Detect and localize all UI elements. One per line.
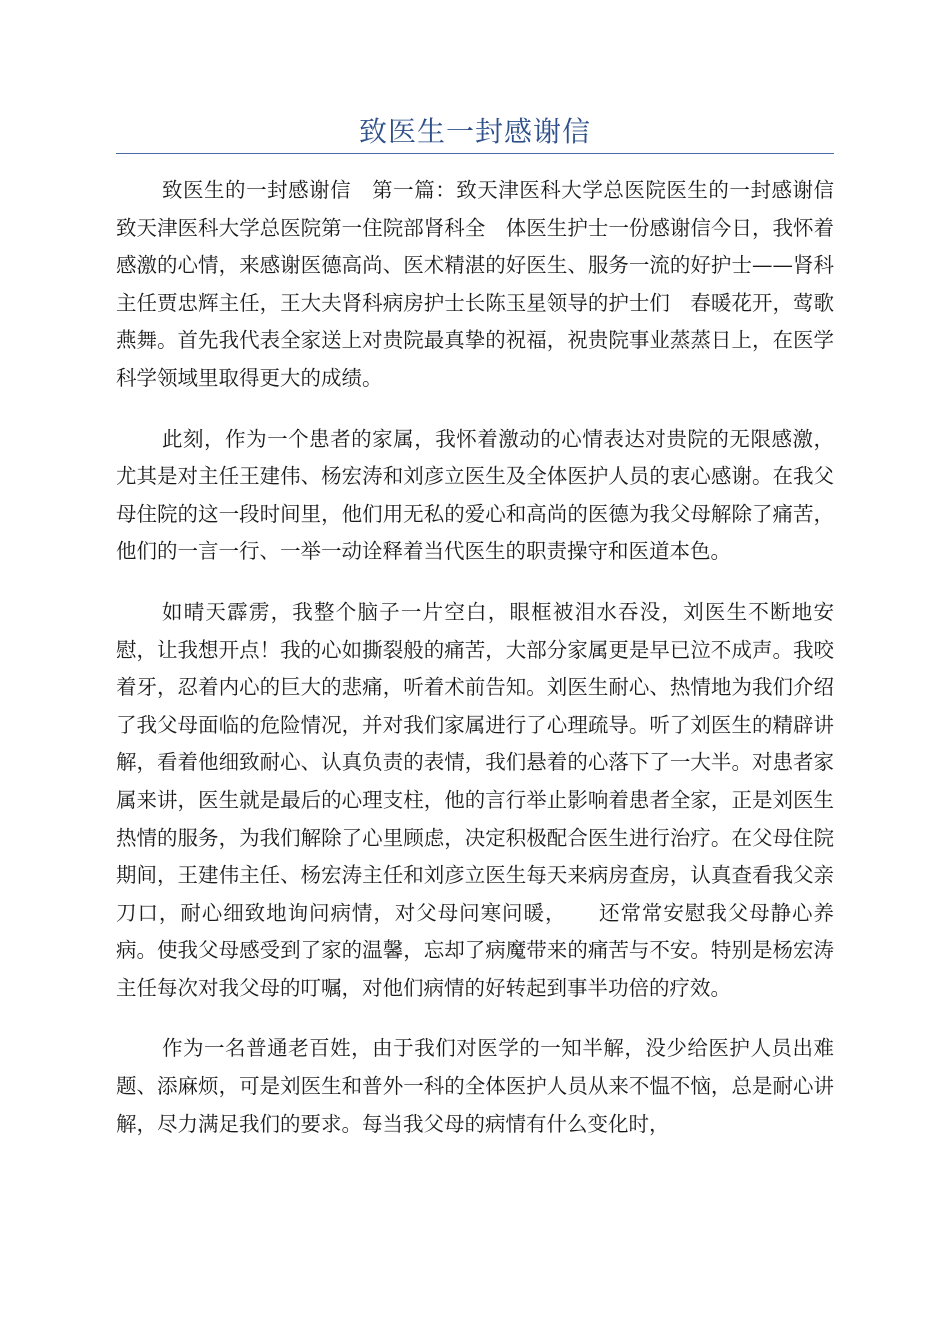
- document-body: [116, 172, 855, 1166]
- body-paragraph: 如晴天霹雳，我整个脑子一片空白，眼框被泪水吞没，刘医生不断地安慰，让我想开点！我的心如撕裂般的痛苦，大部分家属更是早已泣不成声。我咬着牙，忍着内心的巨大的悲痛，听着术前告知。刘医生耐心、热情地为我们介绍了我父母面临的危险情况，并对我们家属进行了心理疏导。听了刘医生的精辟讲解，看着他细致耐心、认真负责的表情，我们悬着的心落下了一大半。对患者家属来讲，医生就是最后的心理支柱，他的言行举止影响着患者全家，正是刘医生热情的服务，为我们解除了心里顾虑，决定积极配合医生进行治疗。在父母住院期间，王建伟主任、杨宏涛主任和刘彦立医生每天来病房查房，认真查看我父亲刀口，耐心细致地询问病情，对父母问寒问暖， 还常常安慰我父母静心养病。使我父母感受到了家的温馨，忘却了病魔带来的痛苦与不安。特别是杨宏涛主任每次对我父母的叮嘱，对他们病情的好转起到事半功倍的疗效。: [116, 599, 834, 1000]
- title-underline: [116, 153, 834, 154]
- document-title: 致医生一封感谢信: [358, 115, 591, 148]
- body-paragraph: 作为一名普通老百姓，由于我们对医学的一知半解，没少给医护人员出难题、添麻烦，可是刘医生和普外一科的全体医护人员从来不愠不恼，总是耐心讲解，尽力满足我们的要求。每当我父母的病情有什么变化时，: [116, 1036, 834, 1136]
- body-paragraph: 致医生的一封感谢信 第一篇：致天津医科大学总医院医生的一封感谢信 致天津医科大学总医院第一住院部肾科全 体医生护士一份感谢信今日，我怀着感激的心情，来感谢医德高尚、医术精湛的好医生、服务一流的好护士——肾科主任贾忠辉主任，王大夫肾科病房护士长陈玉星领导的护士们 春暖花开，莺歌燕舞。首先我代表全家送上对贵院最真挚的祝福，祝贵院事业蒸蒸日上，在医学科学领域里取得更大的成绩。: [116, 178, 855, 390]
- body-paragraph: 此刻，作为一个患者的家属，我怀着激动的心情表达对贵院的无限感激，尤其是对主任王建伟、杨宏涛和刘彦立医生及全体医护人员的衷心感谢。在我父母住院的这一段时间里，他们用无私的爱心和高尚的医德为我父母解除了痛苦，他们的一言一行、一举一动诠释着当代医生的职责操守和医道本色。: [116, 426, 834, 564]
